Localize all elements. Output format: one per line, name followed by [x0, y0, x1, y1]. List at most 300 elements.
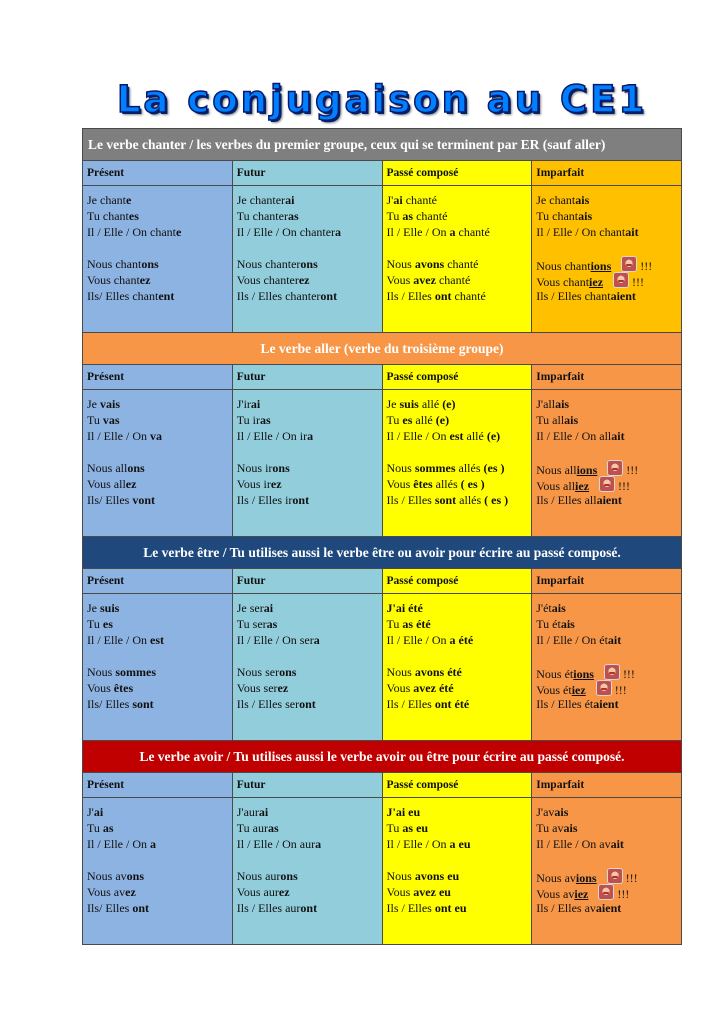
- conjugation-line: [87, 460, 228, 476]
- verb-ending: (e): [442, 397, 456, 411]
- conjugation-line: [387, 192, 528, 208]
- verb-text: Je chant: [87, 193, 126, 207]
- verb-ending: a été: [449, 633, 474, 647]
- verb-text: Vous: [87, 681, 114, 695]
- conjugation-line: [87, 428, 228, 444]
- verb-ending: sont: [434, 493, 457, 507]
- verb-text: Nous chant: [87, 257, 142, 271]
- verb-text: Nous chanter: [236, 257, 301, 271]
- face-warning-icon: [613, 272, 629, 288]
- conjugation-line: [536, 900, 677, 916]
- verb-ending: ont: [132, 901, 149, 915]
- verb-ending: ( es ): [460, 477, 485, 491]
- section-header-aller: [83, 333, 682, 365]
- conjugation-line: [536, 680, 677, 696]
- verb-text: Nous all: [87, 461, 128, 475]
- verb-text: chanté: [435, 273, 471, 287]
- verb-ending: e: [175, 225, 182, 239]
- verb-text: Je: [386, 397, 400, 411]
- conjugation-line: [237, 804, 378, 820]
- verb-ending: ai: [393, 193, 403, 207]
- verb-ending: a: [449, 225, 456, 239]
- verb-ending: avez: [413, 273, 436, 287]
- verb-text: Ils / Elles aur: [236, 901, 301, 915]
- verb-text: Il / Elle / On: [386, 837, 450, 851]
- verb-ending: ait: [607, 633, 622, 647]
- conjugation-line: [237, 396, 378, 412]
- verb-ending: ons: [127, 461, 145, 475]
- conjugation-line: [536, 412, 677, 428]
- conjugation-line: [387, 696, 528, 712]
- verb-text: Ils/ Elles: [87, 493, 133, 507]
- conjugation-line: [87, 868, 228, 884]
- conjugation-line: [387, 396, 528, 412]
- conjugation-line: [87, 836, 228, 852]
- verb-ending: J'ai eu: [386, 805, 421, 819]
- cell-imparfait: [532, 186, 682, 333]
- verb-text: Je: [87, 601, 100, 615]
- conjugation-line: [87, 600, 228, 616]
- section-header-chanter: [83, 129, 682, 161]
- conjugation-line: [87, 696, 228, 712]
- verb-text: Nous ser: [236, 665, 280, 679]
- verb-ending: as: [402, 617, 414, 631]
- conjugation-line: [237, 192, 378, 208]
- verb-text: chanté: [451, 289, 486, 303]
- verb-ending: ont: [299, 697, 316, 711]
- verb-text: allés: [432, 477, 461, 491]
- verb-text: Vous chant: [87, 273, 140, 287]
- verb-ending: a: [315, 837, 322, 851]
- verb-text: Tu: [87, 413, 103, 427]
- conjugation-line: [536, 288, 677, 304]
- verb-text: Il / Elle / On chant: [536, 225, 626, 239]
- verb-ending: êtes: [413, 477, 433, 491]
- face-warning-icon: [607, 868, 623, 884]
- verb-ending: ai: [258, 805, 269, 819]
- conjugation-line: [536, 256, 677, 272]
- conjugation-line: [536, 272, 677, 288]
- verb-ending: sommes: [115, 665, 157, 679]
- verb-ending: a: [313, 633, 320, 647]
- verb-text: Nous aur: [236, 869, 281, 883]
- verb-text: !!!: [617, 887, 630, 901]
- verb-text: Vous av: [536, 887, 575, 901]
- face-warning-icon: [599, 476, 615, 492]
- conjugation-line: [237, 460, 378, 476]
- verb-text: Il / Elle / On all: [536, 429, 612, 443]
- conjugation-table: [82, 128, 682, 945]
- verb-text: Ils / Elles: [386, 493, 435, 507]
- conjugation-line: [387, 632, 528, 648]
- col-header-futur: Futur: [232, 569, 382, 594]
- cell-passe-compose: [382, 390, 532, 537]
- verb-ending: ais: [560, 617, 575, 631]
- verb-text: Ils / Elles ir: [236, 493, 293, 507]
- col-header-imparfait: Imparfait: [532, 365, 682, 390]
- verb-text: !!!: [640, 259, 653, 273]
- verb-ending: avons eu: [414, 869, 460, 883]
- verb-text: J'ir: [236, 397, 251, 411]
- verb-text: Nous ét: [536, 667, 574, 681]
- conjugation-line: [237, 288, 378, 304]
- conjugation-line: [536, 396, 677, 412]
- conjugation-line: [237, 256, 378, 272]
- col-header-passe-compose: Passé composé: [382, 161, 532, 186]
- verb-text: Nous: [87, 665, 116, 679]
- verb-ending: es: [102, 617, 113, 631]
- verb-text: Vous ir: [236, 477, 271, 491]
- cell-present: [83, 594, 233, 741]
- line-spacer: [237, 852, 378, 868]
- conjugation-line: [87, 412, 228, 428]
- col-header-passe-compose: Passé composé: [382, 569, 532, 594]
- verb-ending: ons: [272, 461, 290, 475]
- verb-text: !!!: [614, 683, 627, 697]
- line-spacer: [536, 852, 677, 868]
- verb-text: Vous chant: [536, 275, 590, 289]
- conjugation-line: [87, 256, 228, 272]
- verb-ending: as: [260, 413, 271, 427]
- verb-ending: ons: [141, 257, 159, 271]
- verb-ending: aient: [593, 697, 619, 711]
- verb-ending: (e): [435, 413, 450, 427]
- verb-text: Il / Elle / On: [386, 225, 450, 239]
- column-header-row: [83, 569, 682, 594]
- conjugation-line: [237, 428, 378, 444]
- verb-ending: ais: [575, 193, 590, 207]
- verb-ending: (es ): [483, 461, 505, 475]
- face-warning-icon: [604, 664, 620, 680]
- cell-passe-compose: [382, 186, 532, 333]
- verb-ending: ont: [300, 901, 318, 915]
- verb-ending: ais: [563, 821, 578, 835]
- col-header-futur: Futur: [232, 365, 382, 390]
- conjugation-line: [87, 288, 228, 304]
- verb-ending: suis: [100, 601, 120, 615]
- conjugation-line: [536, 600, 677, 616]
- verb-text: chanté: [444, 257, 479, 271]
- verb-text: Je chant: [536, 193, 576, 207]
- verb-ending: aient: [595, 901, 622, 915]
- verb-ending: es: [402, 413, 413, 427]
- verb-text: Tu: [386, 209, 403, 223]
- conjugation-line: [536, 616, 677, 632]
- verb-ending: ai: [250, 397, 261, 411]
- verb-ending: as eu: [402, 821, 429, 835]
- verb-text: Il / Elle / On aur: [236, 837, 316, 851]
- conjugation-line: [387, 272, 528, 288]
- verb-text: Vous: [386, 273, 414, 287]
- verb-text: Tu all: [536, 413, 565, 427]
- verb-ending: ions: [590, 259, 612, 273]
- conjugation-line: [387, 820, 528, 836]
- verb-ending: avons: [414, 257, 445, 271]
- verb-ending: ait: [610, 837, 624, 851]
- verb-text: Ils / Elles: [386, 697, 435, 711]
- verb-ending: (e): [486, 429, 501, 443]
- conjugation-line: [87, 804, 228, 820]
- cell-present: [83, 798, 233, 945]
- face-warning-icon: [607, 460, 623, 476]
- cell-passe-compose: [382, 594, 532, 741]
- conjugation-line: [87, 224, 228, 240]
- verb-text: chanté: [413, 209, 448, 223]
- conjugation-line: [536, 476, 677, 492]
- verb-text: Tu chant: [87, 209, 129, 223]
- conjugation-line: [387, 288, 528, 304]
- verb-ending: sommes: [414, 461, 456, 475]
- verb-ending: ais: [578, 209, 593, 223]
- verb-ending: sont: [132, 697, 154, 711]
- verb-ending: a: [150, 837, 156, 851]
- verb-text: Vous ét: [536, 683, 572, 697]
- column-header-row: [83, 161, 682, 186]
- conjugation-line: [237, 900, 378, 916]
- verb-ending: ais: [564, 413, 579, 427]
- conjugation-line: [387, 600, 528, 616]
- cell-imparfait: [532, 594, 682, 741]
- conjugation-line: [536, 224, 677, 240]
- verb-ending: avez été: [413, 681, 454, 695]
- conjugation-line: [536, 192, 677, 208]
- conjugation-line: [237, 884, 378, 900]
- col-header-imparfait: Imparfait: [532, 161, 682, 186]
- verb-text: Nous ir: [236, 461, 273, 475]
- verb-text: Il / Elle / On: [87, 837, 150, 851]
- verb-ending: ions: [576, 463, 598, 477]
- conjugation-line: [387, 836, 528, 852]
- cell-futur: [232, 594, 382, 741]
- verb-text: Ils/ Elles: [87, 901, 133, 915]
- line-spacer: [387, 852, 528, 868]
- verb-text: allé: [418, 397, 443, 411]
- verb-ending: ont été: [434, 697, 470, 711]
- verb-text: Je ser: [236, 601, 264, 615]
- cell-imparfait: [532, 390, 682, 537]
- verb-ending: as: [267, 821, 279, 835]
- cell-imparfait: [532, 798, 682, 945]
- verb-ending: e: [125, 193, 132, 207]
- verb-ending: ais: [551, 601, 566, 615]
- line-spacer: [536, 240, 677, 256]
- verb-ending: ez: [125, 477, 137, 491]
- verb-ending: ais: [554, 805, 569, 819]
- col-header-present: Présent: [83, 773, 233, 798]
- verb-ending: as: [402, 209, 414, 223]
- conjugation-line: [237, 836, 378, 852]
- verb-ending: ais: [555, 397, 570, 411]
- conjugation-line: [237, 492, 378, 508]
- verb-ending: ions: [575, 871, 597, 885]
- verb-text: Vous: [386, 477, 414, 491]
- verb-ending: iez: [571, 683, 586, 697]
- verb-text: Tu chant: [536, 209, 579, 223]
- verb-ending: ez: [139, 273, 151, 287]
- verb-text: Vous: [386, 681, 414, 695]
- verb-ending: été: [416, 617, 431, 631]
- verb-ending: ai: [93, 805, 104, 819]
- verb-text: Ils / Elles: [386, 901, 435, 915]
- conjugation-line: [387, 868, 528, 884]
- line-spacer: [536, 648, 677, 664]
- conjugation-line: [536, 208, 677, 224]
- conjugation-line: [237, 224, 378, 240]
- conjugation-row-avoir: [83, 798, 682, 945]
- column-header-row: [83, 773, 682, 798]
- verb-text: Nous all: [536, 463, 577, 477]
- verb-text: Il / Elle / On chanter: [236, 225, 336, 239]
- conjugation-line: [237, 664, 378, 680]
- conjugation-line: [237, 696, 378, 712]
- conjugation-line: [87, 476, 228, 492]
- verb-text: Vous ser: [236, 681, 278, 695]
- section-title: Le verbe être / Tu utilises aussi le verbe être ou avoir pour écrire au passé composé.: [83, 537, 682, 569]
- cell-passe-compose: [382, 798, 532, 945]
- conjugation-line: [387, 804, 528, 820]
- verb-ending: va: [150, 429, 162, 443]
- conjugation-line: [387, 412, 528, 428]
- conjugation-line: [87, 616, 228, 632]
- verb-text: Il / Elle / On av: [536, 837, 611, 851]
- verb-ending: ions: [573, 667, 594, 681]
- verb-text: Il / Elle / On chant: [87, 225, 176, 239]
- cell-futur: [232, 186, 382, 333]
- conjugation-row-chanter: [83, 186, 682, 333]
- conjugation-line: [237, 868, 378, 884]
- conjugation-line: [536, 868, 677, 884]
- verb-text: Nous av: [536, 871, 576, 885]
- verb-text: Je chanter: [236, 193, 286, 207]
- line-spacer: [87, 852, 228, 868]
- verb-ending: ait: [611, 429, 625, 443]
- verb-text: Il / Elle / On ir: [236, 429, 308, 443]
- col-header-passe-compose: Passé composé: [382, 773, 532, 798]
- verb-ending: ont: [320, 289, 338, 303]
- section-header-avoir: [83, 741, 682, 773]
- verb-ending: a: [335, 225, 342, 239]
- conjugation-line: [387, 256, 528, 272]
- line-spacer: [237, 648, 378, 664]
- verb-text: Je: [87, 397, 100, 411]
- verb-text: Tu aur: [236, 821, 268, 835]
- face-warning-icon: [596, 680, 612, 696]
- col-header-passe-compose: Passé composé: [382, 365, 532, 390]
- verb-text: !!!: [625, 871, 638, 885]
- verb-ending: J'ai été: [386, 601, 423, 615]
- conjugation-line: [237, 208, 378, 224]
- line-spacer: [387, 240, 528, 256]
- conjugation-line: [237, 272, 378, 288]
- verb-text: Tu ser: [236, 617, 267, 631]
- line-spacer: [387, 648, 528, 664]
- verb-text: Vous all: [536, 479, 576, 493]
- verb-text: J'av: [536, 805, 555, 819]
- verb-text: chanté: [455, 225, 490, 239]
- section-title: Le verbe chanter / les verbes du premier groupe, ceux qui se terminent par ER (sauf aller): [83, 129, 682, 161]
- section-title: Le verbe aller (verbe du troisième groupe): [83, 333, 682, 365]
- verb-text: chanté: [402, 193, 437, 207]
- verb-text: Nous av: [87, 869, 127, 883]
- conjugation-line: [87, 900, 228, 916]
- conjugation-line: [536, 804, 677, 820]
- verb-text: Tu: [87, 821, 103, 835]
- verb-text: J'all: [536, 397, 556, 411]
- verb-text: J': [386, 193, 394, 207]
- cell-present: [83, 186, 233, 333]
- conjugation-line: [87, 208, 228, 224]
- conjugation-line: [87, 396, 228, 412]
- verb-ending: vais: [100, 397, 121, 411]
- conjugation-line: [87, 632, 228, 648]
- col-header-present: Présent: [83, 161, 233, 186]
- verb-ending: aient: [596, 493, 622, 507]
- verb-text: Ils / Elles: [386, 289, 435, 303]
- verb-text: allés: [456, 493, 485, 507]
- conjugation-line: [87, 680, 228, 696]
- face-warning-icon: [598, 884, 614, 900]
- verb-ending: ai: [285, 193, 295, 207]
- line-spacer: [387, 444, 528, 460]
- verb-ending: ont: [292, 493, 310, 507]
- verb-text: Ils / Elles ét: [536, 697, 594, 711]
- conjugation-line: [387, 224, 528, 240]
- cell-futur: [232, 798, 382, 945]
- verb-ending: ait: [625, 225, 639, 239]
- verb-text: Tu: [386, 617, 403, 631]
- verb-ending: est: [150, 633, 164, 647]
- verb-ending: ont eu: [434, 901, 467, 915]
- conjugation-line: [387, 884, 528, 900]
- verb-text: Nous: [386, 257, 415, 271]
- line-spacer: [237, 240, 378, 256]
- verb-text: Tu chanter: [236, 209, 288, 223]
- verb-text: J': [87, 805, 94, 819]
- verb-ending: es: [128, 209, 139, 223]
- conjugation-line: [536, 664, 677, 680]
- conjugation-line: [536, 696, 677, 712]
- conjugation-line: [387, 680, 528, 696]
- verb-ending: ez: [270, 477, 282, 491]
- verb-text: Vous chanter: [236, 273, 299, 287]
- verb-text: Vous all: [87, 477, 126, 491]
- conjugation-line: [387, 900, 528, 916]
- verb-ending: as: [266, 617, 278, 631]
- verb-text: Nous: [386, 461, 415, 475]
- verb-text: Il / Elle / On ét: [536, 633, 608, 647]
- verb-ending: vas: [102, 413, 120, 427]
- conjugation-row-aller: [83, 390, 682, 537]
- conjugation-line: [237, 680, 378, 696]
- conjugation-line: [237, 476, 378, 492]
- conjugation-line: [237, 600, 378, 616]
- verb-ending: as: [287, 209, 299, 223]
- line-spacer: [87, 648, 228, 664]
- verb-text: Vous: [386, 885, 414, 899]
- verb-text: Vous aur: [236, 885, 279, 899]
- col-header-imparfait: Imparfait: [532, 773, 682, 798]
- conjugation-line: [536, 820, 677, 836]
- verb-text: Tu ir: [236, 413, 260, 427]
- conjugation-line: [387, 664, 528, 680]
- verb-ending: ons: [279, 665, 297, 679]
- verb-text: !!!: [618, 479, 631, 493]
- verb-text: Ils / Elles ser: [236, 697, 300, 711]
- conjugation-line: [387, 616, 528, 632]
- verb-text: !!!: [632, 275, 645, 289]
- cell-futur: [232, 390, 382, 537]
- verb-text: Il / Elle / On: [386, 633, 450, 647]
